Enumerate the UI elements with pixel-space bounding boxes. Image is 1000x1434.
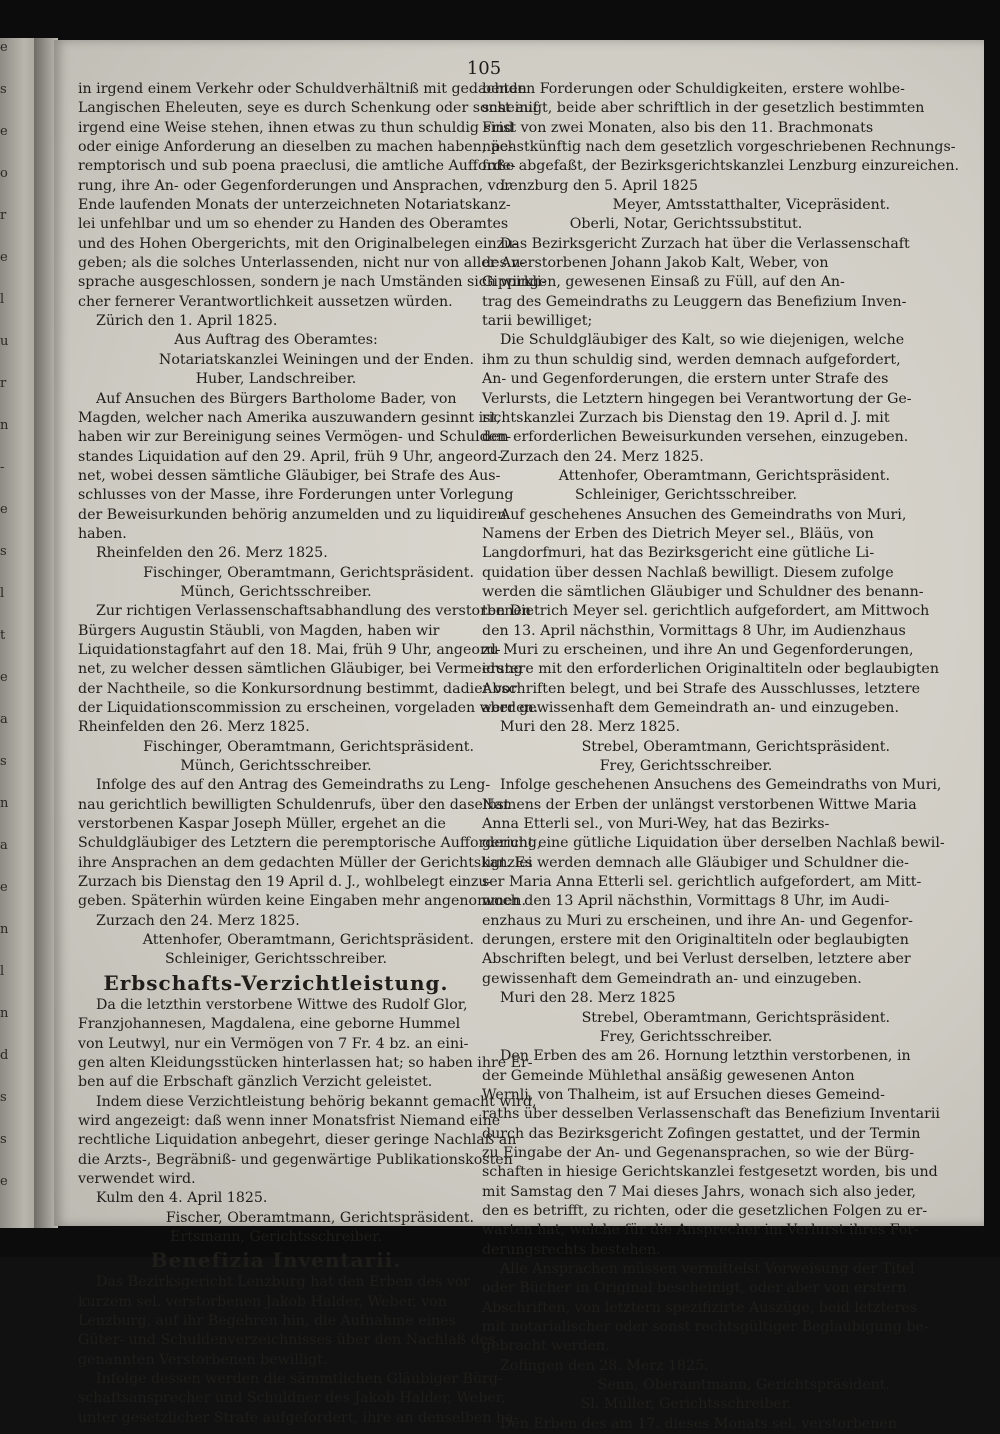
text-line: Rheinfelden den 26. Merz 1825. <box>96 545 328 562</box>
text-line: haben. <box>78 525 127 542</box>
edge-letter: e <box>0 502 8 517</box>
text-line: mit notarialischer oder sonst rechtsgültiger Beglaubigung be- <box>482 1319 929 1335</box>
text-line: wird angezeigt: daß wenn inner Monatsfrist Niemand eine <box>78 1112 501 1129</box>
text-line: Kulm den 4. April 1825. <box>96 1190 268 1207</box>
text-line: Meyer, Amtsstatthalter, Vicepräsident. <box>612 197 890 214</box>
text-line: richtskanzlei Zurzach bis Dienstag den 19. April d. J. mit <box>482 409 890 426</box>
edge-letter: d <box>0 1048 9 1063</box>
text-line: Da die letzthin verstorbene Wittwe des Rudolf Glor, <box>96 996 468 1013</box>
text-line: Fischinger, Oberamtmann, Gerichtspräsident. <box>143 564 474 581</box>
text-line: schaftsansprecher und Schuldner des Jakob Halder, Weber, <box>78 1390 506 1407</box>
text-line: in irgend einem Verkehr oder Schuldverhältniß mit gedachten <box>78 81 527 97</box>
text-line: mit Samstag den 7 Mai dieses Jahrs, wonach sich also jeder, <box>482 1183 917 1200</box>
text-line: genannten Verstorbenen bewilligt. <box>78 1351 328 1368</box>
text-line: der Gemeinde Mühlethal ansäßig gewesenen Anton <box>482 1067 855 1084</box>
text-line: Zurzach bis Dienstag den 19 April d. J., wohlbelegt einzu- <box>78 874 493 891</box>
text-line: Infolge des auf den Antrag des Gemeindraths zu Leng- <box>96 777 491 794</box>
text-line: scheinigt, beide aber schriftlich in der gesetzlich bestimmten <box>482 100 925 117</box>
text-line: Notariatskanzlei Weiningen und der Enden. <box>158 351 474 368</box>
text-line: derungsrechts bestehen. <box>482 1241 661 1258</box>
newspaper-page <box>54 40 984 1432</box>
edge-letter: e <box>0 880 8 895</box>
text-line: lei unfehlbar und um so ehender zu Handen des Oberamtes <box>78 216 509 233</box>
page-number: 105 <box>466 58 502 79</box>
text-line: raths über desselben Verlassenschaft das Benefizium Inventarii <box>482 1106 940 1123</box>
text-line: der Beweisurkunden behörig anzumelden und zu liquidiren <box>78 506 507 523</box>
section-heading: Erbschafts-Verzichtleistung. <box>103 970 449 995</box>
text-line: Langdorfmuri, hat das Bezirksgericht eine gütliche Li- <box>482 545 875 562</box>
text-line: Schleiniger, Gerichtsschreiber. <box>164 951 388 968</box>
text-line: rung, ihre An- oder Gegenforderungen und Ansprachen, vor <box>78 177 511 194</box>
text-line: Magden, welcher nach Amerika auszuwandern gesinnt ist, <box>78 409 501 426</box>
text-line: Münch, Gerichtsschreiber. <box>180 583 372 600</box>
text-line: Das Bezirksgericht Lenzburg hat den Erben des vor <box>96 1274 471 1291</box>
text-line: gericht eine gütliche Liquidation über derselben Nachlaß bewil- <box>482 835 945 852</box>
text-line: quidation über dessen Nachlaß bewilligt. Diesem zufolge <box>482 564 894 581</box>
text-line: ser Maria Anna Etterli sel. gerichtlich aufgefordert, am Mitt- <box>482 874 922 891</box>
text-line: Strebel, Oberamtmann, Gerichtspräsident. <box>581 1009 890 1026</box>
text-line: aber gewissenhaft dem Gemeindrath an- und einzugeben. <box>482 700 899 716</box>
text-line: unter gesetzlicher Strafe aufgefordert, ihre an denselben ha- <box>78 1409 519 1426</box>
text-line: oder Bücher in Original bescheinigt, oder aber von erstern <box>482 1280 907 1297</box>
text-line: Güter- und Schuldenverzeichnisses über den Nachlaß des <box>78 1332 496 1349</box>
text-line: und des Hohen Obergerichts, mit den Originalbelegen einzu- <box>78 235 519 252</box>
text-line: Strebel, Oberamtmann, Gerichtspräsident. <box>581 738 890 755</box>
text-line: des verstorbenen Johann Jakob Kalt, Weber, von <box>482 255 829 272</box>
edge-letter: e <box>0 250 8 265</box>
text-line: Rheinfelden den 26. Merz 1825. <box>78 719 310 736</box>
text-line: Schleiniger, Gerichtsschreiber. <box>574 487 798 504</box>
edge-letter: s <box>0 544 7 559</box>
text-line: Muri den 28. Merz 1825 <box>500 990 676 1007</box>
edge-letter: o <box>0 166 8 181</box>
text-line: Fischinger, Oberamtmann, Gerichtspräsident. <box>143 738 474 755</box>
text-line: verwendet wird. <box>78 1170 196 1187</box>
text-line: Fischer, Oberamtmann, Gerichtspräsident. <box>165 1209 474 1226</box>
text-line: enzhaus zu Muri zu erscheinen, und ihre An- und Gegenfor- <box>482 912 913 929</box>
text-line: net, wobei dessen sämtliche Gläubiger, bei Strafe des Aus- <box>78 467 501 484</box>
edge-letter: s <box>0 1132 7 1147</box>
text-line: durch das Bezirksgericht Zofingen gestattet, und der Termin <box>482 1125 921 1142</box>
text-line: benden Forderungen oder Schuldigkeiten, erstere wohlbe- <box>482 81 905 97</box>
edge-letter: e <box>0 670 8 685</box>
text-line: fuße abgefaßt, der Bezirksgerichtskanzlei Lenzburg einzureichen. <box>482 158 960 175</box>
edge-letter: s <box>0 82 7 97</box>
text-line: Abschriften belegt, und bei Verlust derselben, letztere aber <box>482 951 911 968</box>
text-line: warten hat, welche für die Ansprecher im Verlurst ihres For- <box>482 1222 919 1239</box>
text-line: Lenzburg den 5. April 1825 <box>500 177 698 194</box>
edge-letter: l <box>0 292 5 307</box>
edge-letter: - <box>0 460 5 475</box>
text-line: trag des Gemeindraths zu Leuggern das Benefizium Inven- <box>482 293 907 310</box>
text-line: zu Muri zu erscheinen, und ihre An und Gegenforderungen, <box>482 641 914 658</box>
text-line: Franzjohannesen, Magdalena, eine geborne Hummel <box>78 1016 461 1033</box>
text-line: Aus Auftrag des Oberamtes: <box>174 332 378 349</box>
text-line: Liquidationstagfahrt auf den 18. Mai, früh 9 Uhr, angeord- <box>78 641 501 658</box>
text-line: tarii bewilliget; <box>482 313 593 330</box>
section-heading: Benefizia Inventarii. <box>150 1248 402 1273</box>
text-line: Den Erben des am 26. Hornung letzthin verstorbenen, in <box>500 1048 911 1065</box>
text-line: Auf Ansuchen des Bürgers Bartholome Bader, von <box>96 390 457 407</box>
text-line: Auf geschehenes Ansuchen des Gemeindraths von Muri, <box>500 506 907 523</box>
text-line: sprache ausgeschlossen, sondern je nach Umständen sich wirkli- <box>78 274 547 291</box>
edge-letter: n <box>0 418 9 433</box>
edge-letter: e <box>0 1174 8 1189</box>
text-line: Abschriften, von letztern spezifizirte Auszüge, beid letzteres <box>482 1299 918 1316</box>
text-line: oder einige Anforderung an dieselben zu machen haben, pe- <box>78 139 514 156</box>
text-line: nau gerichtlich bewilligten Schuldenrufs, über den daselbst <box>78 796 510 813</box>
text-line: Ertsmann, Gerichtsschreiber. <box>170 1228 382 1245</box>
text-line: geben; als die solches Unterlassenden, nicht nur von aller An- <box>78 255 526 272</box>
text-line: gewissenhaft dem Gemeindrath an- und einzugeben. <box>482 970 862 987</box>
text-line: Oberli, Notar, Gerichtssubstitut. <box>569 216 803 233</box>
text-line: gebracht werden. <box>482 1338 610 1355</box>
text-line: der Nachtheile, so die Konkursordnung bestimmt, dadier vor <box>78 680 518 697</box>
text-line: Schuldgläubiger des Letztern die peremptorische Aufforderung, <box>78 835 542 852</box>
text-line: standes Liquidation auf den 29. April, früh 9 Uhr, angeord- <box>78 448 503 465</box>
text-line: verstorbenen Kaspar Joseph Müller, ergehet an die <box>78 816 446 833</box>
text-line: An- und Gegenforderungen, die erstern unter Strafe des <box>482 371 889 388</box>
edge-letter: u <box>0 334 9 349</box>
text-line: gen alten Kleidungsstücken hinterlassen hat; so haben ihre Er- <box>78 1054 533 1071</box>
text-line: der Liquidationscommission zu erscheinen, vorgeladen werden. <box>78 700 539 716</box>
left-page-fragment-text <box>0 38 12 1228</box>
text-line: Infolge geschehenen Ansuchens des Gemeindraths von Muri, <box>500 777 942 794</box>
edge-letter: t <box>0 628 6 643</box>
text-line: ben auf die Erbschaft gänzlich Verzicht geleistet. <box>78 1074 433 1091</box>
edge-letter: e <box>0 124 8 139</box>
text-line: Namens der Erben der unlängst verstorbenen Wittwe Maria <box>482 796 917 813</box>
text-line: den erforderlichen Beweisurkunden versehen, einzugeben. <box>482 429 909 446</box>
text-line: Attenhofer, Oberamtmann, Gerichtspräsident. <box>558 467 890 484</box>
text-line: ihre Ansprachen an dem gedachten Müller der Gerichtskanzlei <box>78 854 533 871</box>
text-line: Den Erben des am 17. dieses Monats sel. verstorbenen <box>500 1415 897 1432</box>
text-line: rechtliche Liquidation anbegehrt, dieser geringe Nachlaß an <box>78 1132 517 1149</box>
text-line: Gippingen, gewesenen Einsaß zu Füll, auf den An- <box>482 274 845 291</box>
text-line: Lenzburg, auf ihr Begehren hin, die Aufnahme eines <box>78 1312 456 1329</box>
text-line: Zur richtigen Verlassenschaftsabhandlung des verstorbenen <box>96 603 531 620</box>
text-line: erstere mit den erforderlichen Originaltiteln oder beglaubigten <box>482 661 939 678</box>
edge-letter: r <box>0 208 7 223</box>
text-line: Ende laufenden Monats der unterzeichneten Notariatskanz- <box>78 197 511 214</box>
text-line: Alle Ansprachen müssen vermittelst Vorweisung der Titel <box>500 1260 915 1277</box>
edge-letter: a <box>0 838 8 853</box>
text-line: Namens der Erben des Dietrich Meyer sel., Bläüs, von <box>482 525 874 542</box>
text-line: Attenhofer, Oberamtmann, Gerichtspräsident. <box>142 932 474 949</box>
text-line: woch den 13 April nächsthin, Vormittags 8 Uhr, im Audi- <box>482 893 890 910</box>
text-line: Abschriften belegt, und bei Strafe des Ausschlusses, letztere <box>482 680 921 697</box>
text-line: Frist von zwei Monaten, also bis den 11. Brachmonats <box>482 119 874 136</box>
text-line: Bürgers Augustin Stäubli, von Magden, haben wir <box>78 622 440 639</box>
text-line: Zofingen den 28. Merz 1825. <box>500 1357 709 1374</box>
text-line: von Leutwyl, nur ein Vermögen von 7 Fr. 4 bz. an eini- <box>78 1035 469 1052</box>
text-line: haben wir zur Bereinigung seines Vermögen- und Schulden- <box>78 429 512 446</box>
text-line: Das Bezirksgericht Zurzach hat über die Verlassenschaft <box>500 235 910 252</box>
text-line: Sl. Müller, Gerichtsschreiber. <box>580 1396 792 1413</box>
edge-letter: s <box>0 754 7 769</box>
text-line: werden die sämtlichen Gläubiger und Schuldner des benann- <box>482 583 924 600</box>
text-line: schaften in hiesige Gerichtskanzlei festgesetzt worden, bis und <box>482 1164 938 1181</box>
text-line: Zürich den 1. April 1825. <box>96 313 278 330</box>
text-line: derungen, erstere mit den Originaltiteln oder beglaubigten <box>482 932 909 949</box>
text-line: geben. Späterhin würden keine Eingaben mehr angenommen. <box>78 893 527 910</box>
text-line: Infolge dessen werden die sämmtlichen Gläubiger Bürg- <box>96 1371 503 1387</box>
edge-letter: n <box>0 1006 9 1021</box>
text-line: den 13. April nächsthin, Vormittags 8 Uhr, im Audienzhaus <box>482 622 906 639</box>
text-line: Indem diese Verzichtleistung behörig bekannt gemacht wird, <box>96 1093 537 1110</box>
text-line: Wernli, von Thalheim, ist auf Ersuchen dieses Gemeind- <box>482 1086 885 1103</box>
text-line: Langischen Eheleuten, seye es durch Schenkung oder sonst auf <box>78 100 539 117</box>
text-line: nächstkünftig nach dem gesetzlich vorgeschriebenen Rechnungs- <box>482 139 956 156</box>
edge-letter: a <box>0 712 8 727</box>
text-line: Die Schuldgläubiger des Kalt, so wie diejenigen, welche <box>500 332 905 349</box>
right-text-column <box>482 80 960 1434</box>
text-line: Verlursts, die Letztern hingegen bei Verantwortung der Ge- <box>482 390 912 407</box>
text-line: Huber, Landschreiber. <box>195 371 357 388</box>
text-line: ligt. Es werden demnach alle Gläubiger und Schuldner die- <box>482 854 909 871</box>
text-line: ihm zu thun schuldig sind, werden demnach aufgefordert, <box>482 351 901 368</box>
text-line: den es betrifft, zu richten, oder die gesetzlichen Folgen zu er- <box>482 1202 928 1219</box>
edge-letter: l <box>0 964 5 979</box>
text-line: remptorisch und sub poena praeclusi, die amtliche Aufforde- <box>78 158 516 175</box>
text-line: cher fernerer Verantwortlichkeit aussetzen würden. <box>78 293 453 310</box>
edge-letter: r <box>0 376 7 391</box>
text-line: ten Dietrich Meyer sel. gerichtlich aufgefordert, am Mittwoch <box>482 603 930 620</box>
text-line: zu Eingabe der An- und Gegenansprachen, so wie der Bürg- <box>482 1144 915 1161</box>
edge-letter: s <box>0 1090 7 1105</box>
edge-letter: n <box>0 922 9 937</box>
text-line: schlusses von der Masse, ihre Forderungen unter Vorlegung <box>78 487 514 504</box>
text-line: Senn, Oberamtmann, Gerichtspräsident. <box>597 1377 890 1394</box>
text-line: Frey, Gerichtsschreiber. <box>599 1028 773 1045</box>
text-line: Münch, Gerichtsschreiber. <box>180 758 372 775</box>
text-line: Muri den 28. Merz 1825. <box>500 719 680 736</box>
edge-letter: l <box>0 586 5 601</box>
text-line: die Arzts-, Begräbniß- und gegenwärtige Publikationskosten <box>78 1151 513 1168</box>
edge-letter: e <box>0 40 8 55</box>
text-line: Frey, Gerichtsschreiber. <box>599 758 773 775</box>
edge-letter: n <box>0 796 9 811</box>
text-line: kurzem sel. verstorbenen Jakob Halder, Weber, von <box>78 1293 447 1310</box>
text-line: net, zu welcher dessen sämtlichen Gläubiger, bei Vermeidung <box>78 661 523 678</box>
text-line: irgend eine Weise stehen, ihnen etwas zu thun schuldig sind <box>78 119 514 136</box>
text-line: Zurzach den 24. Merz 1825. <box>500 448 704 465</box>
text-line: Anna Etterli sel., von Muri-Wey, hat das Bezirks- <box>482 816 830 833</box>
text-line: Zurzach den 24. Merz 1825. <box>96 912 300 929</box>
